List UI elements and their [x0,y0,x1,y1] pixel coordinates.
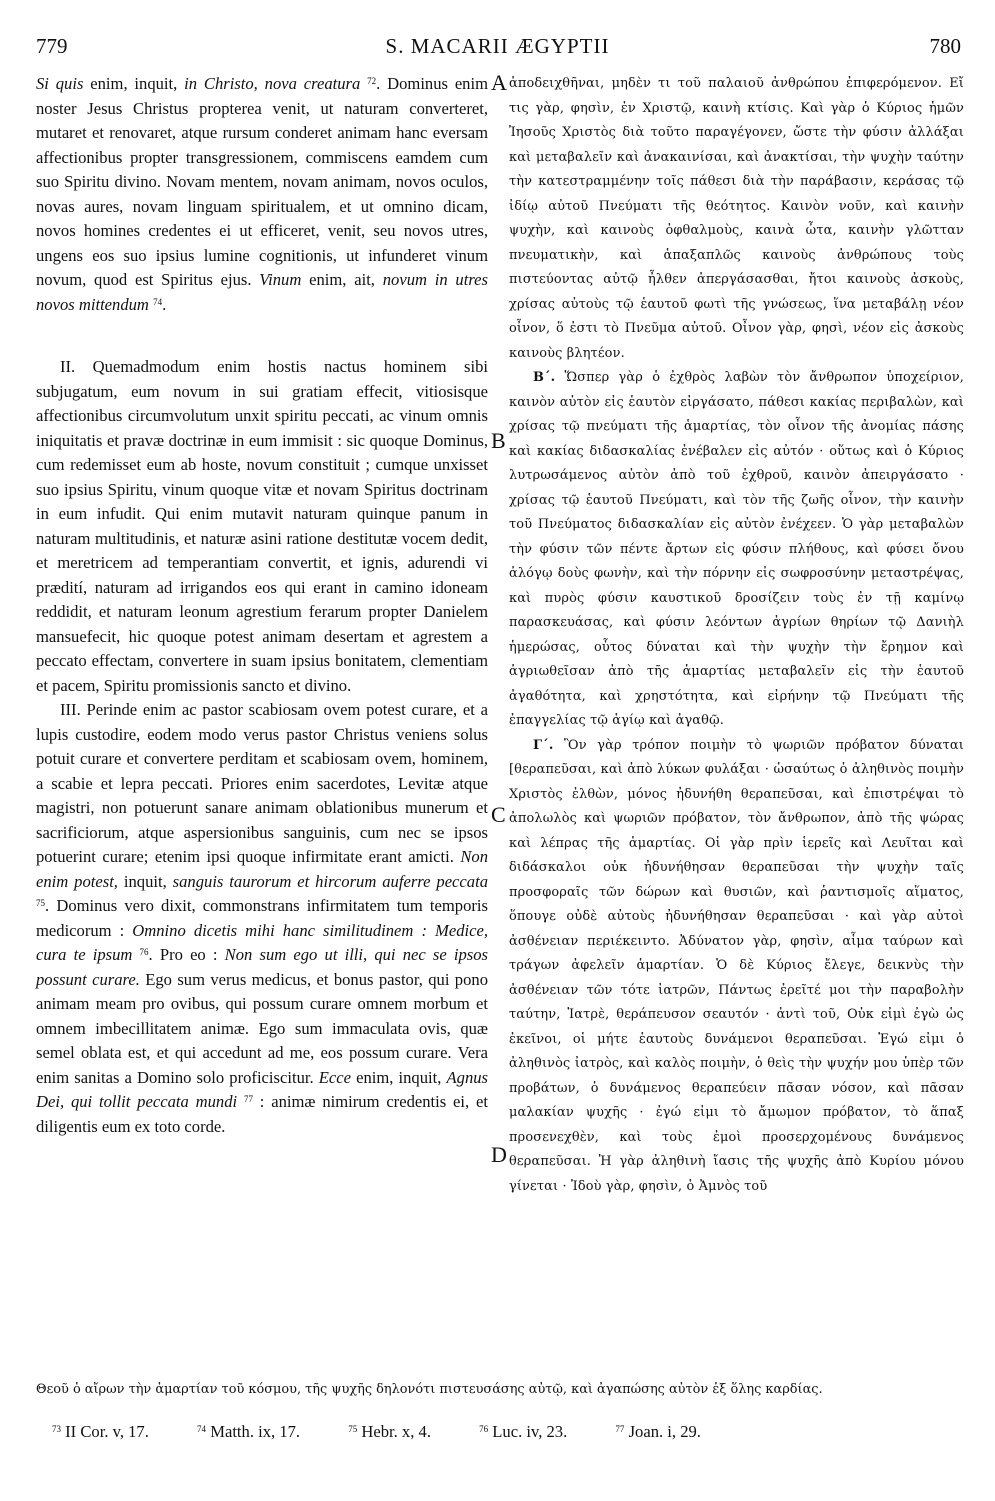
footnote: $^{73}$ II Cor. v, 17. [52,1422,149,1441]
greek-paragraph-2: Β΄. Ὥσπερ γὰρ ὁ ἐχθρὸς λαβὼν τὸν ἄνθρωπον ὑποχείριον, καινὸν αὐτὸν εἰς ἑαυτὸν εἰργάσατο, πάθεσι κακίας περιβαλὼν, καὶ χρίσας τῷ πνεύματι τῆς ἁμαρτίας, τὸν οἶνον τῆς ἀνομίας πάσης καὶ κακίας διδασκαλίας ἐνέβαλεν εἰς αὐτόν · οὕτως καὶ ὁ Κύριος λυτρωσάμενος αὐτὸν ἀπὸ τοῦ ἐχθροῦ, καινὸν ἀπειργάσατο · χρίσας τῷ ἑαυτοῦ Πνεύματι, καὶ τὸν τῆς ζωῆς οἶνον, τὴν καινὴν τοῦ Πνεύματος διδασκαλίαν εἰς αὐτὸν ἐνέχεεν. Ὁ γὰρ μεταβαλὼν τὴν φύσιν τῶν πέντε ἄρτων εἰς φύσιν πλήθους, καὶ φύσει ὄνου ἀλόγῳ δοὺς φωνὴν, καὶ τὴν πόρνην εἰς σωφροσύνην μεταστρέψας, καὶ πυρὸς φύσιν καυστικοῦ δροσίζειν τοὺς ἐν τῇ καμίνῳ παρασκευάσας, καὶ φύσιν λεόντων ἀγρίων θηρίων τῷ Δανιὴλ ἡμερώσας, οὗτος δύναται καὶ τὴν ψυχὴν τὴν ἔρημον καὶ ἀγριωθεῖσαν ἀπὸ τῆς ἁμαρτίας μεταβαλεῖν εἰς τὴν ἑαυτοῦ ἀγαθότητα, καὶ χρηστότητα, καὶ εἰρήνην τῷ Πνεύματι τῆς ἐπαγγελίας τῷ ἁγίῳ καὶ ἀγαθῷ. [509,370,964,728]
running-header [0,34,995,64]
greek-continuation: Θεοῦ ὁ αἴρων τὴν ἁμαρτίαν τοῦ κόσμου, τῆς ψυχῆς δηλονότι πιστευσάσης αὐτῷ, καὶ ἀγαπώσης αὐτὸν ἐξ ὅλης καρδίας. [36,1382,823,1397]
latin-paragraph-3: III. Perinde enim ac pastor scabiosam ovem potest curare, et a lupis custodire, eodem modo verus pastor Christus veniens solus potuit curare et convertere perditam et scabiosam ovem, hominem, a scabie et lepra peccati. Priores enim sacerdotes, Levitæ atque magistri, non potuerunt sanare animam oblationibus munerum et sacrificiorum, atque aspersionibus sanguinis, cum nec se ipsos potuerint curare; etenim ipsi quoque infirmitate erant amicti. Non enim potest, inquit, sanguis taurorum et hircorum auferre peccata $^{75}$. Dominus vero dixit, commonstrans infirmitatem tum temporis medicorum : Omnino dicetis mihi hanc similitudinem : Medice, cura te ipsum $^{76}$. Pro eo : Non sum ego ut illi, qui nec se ipsos possunt curare. Ego sum verus medicus, et bonus pastor, qui pono animam meam pro ovibus, qui possum curare omnem morbum et omnem imbecillitatem animæ. Ego sum immaculata ovis, quæ semel oblata est, et qui accedunt ad me, eos possum curare. Vera enim sanitas a Domino solo proficiscitur. Ecce enim, inquit, Agnus Dei, qui tollit peccata mundi $^{77}$ : animæ nimirum credentis ei, et diligentis eum ex toto corde. [36,700,488,1136]
greek-paragraph-1: ἀποδειχθῆναι, μηδὲν τι τοῦ παλαιοῦ ἀνθρώπου ἐπιφερόμενον. Εἴ τις γὰρ, φησὶν, ἐν Χριστῷ, καινὴ κτίσις. Καὶ γὰρ ὁ Κύριος ἡμῶν Ἰησοῦς Χριστὸς διὰ τοῦτο παραγέγονεν, ὥστε τὴν φύσιν ἀλλάξαι καὶ μεταβαλεῖν καὶ ἀνακαινίσαι, καὶ ἀνακτίσαι, τὴν ψυχὴν ταύτην τὴν κατεστραμμένην τοῖς πάθεσι διὰ τὴν παράβασιν, κεράσας τῷ ἰδίῳ αὐτοῦ Πνεύματι τῆς θεότητος. Καινὸν νοῦν, καὶ καινὴν ψυχὴν, καὶ καινοὺς ὀφθαλμοὺς, καινὰ ὦτα, καινὴν γλῶτταν πνευματικὴν, καὶ ἁπαξαπλῶς καινοὺς ἀνθρώπους τοὺς πιστεύοντας αὐτῷ ἦλθεν ἀπεργάσασθαι, ἤτοι καινοὺς ἀσκοὺς, χρίσας αὐτοὺς τῷ ἑαυτοῦ φωτὶ τῆς γνώσεως, ἵνα μεταβάλῃ νέον οἶνον, ὅ ἐστι τὸ Πνεῦμα αὐτοῦ. Οἶνον γὰρ, φησὶ, νέον εἰς ἀσκοὺς καινοὺς βλητέον. [509,76,964,361]
latin-paragraph-1: Si quis enim, inquit, in Christo, nova creatura $^{72}$. Dominus enim noster Jesus Christus propterea venit, ut naturam converteret, mutaret et renovaret, atque rursum conderet animam hanc eversam affectionibus propter transgressionem, commiscens eamdem cum suo Spiritu divino. Novam mentem, novam animam, novos oculos, novas aures, novam linguam spiritualem, et ut omnino dicam, novos homines credentes ei ut efficeret, venit, seu novos utres, ungens eos suo ipsius lumine cognitionis, ut infunderet vinum novum, quod est Spiritus ejus. Vinum enim, ait, novum in utres novos mittendum $^{74}$. [36,74,488,314]
margin-marker-a: A [491,70,507,95]
margin-marker-b: B [491,428,506,453]
greek-column [509,72,964,1199]
footnote: $^{75}$ Hebr. x, 4. [348,1422,431,1441]
footnote: $^{77}$ Joan. i, 29. [615,1422,701,1441]
page-number-left: 779 [36,34,68,58]
latin-column [36,72,488,1139]
greek-paragraph-3: Γ΄. Ὃν γὰρ τρόπον ποιμὴν τὸ ψωριῶν πρόβατον δύναται [θεραπεῦσαι, καὶ ἀπὸ λύκων φυλάξαι · ὡσαύτως ὁ ἀληθινὸς ποιμὴν Χριστὸς ἐλθὼν, μόνος ἠδυνήθη θεραπεῦσαι, καὶ ἐπιστρέψαι τὸ ἀπολωλὸς καὶ ψωριῶν πρόβατον, τὸν ἄνθρωπον, ἀπὸ τῆς ψώρας καὶ λέπρας τῆς ἁμαρτίας. Οἱ γὰρ πρὶν ἱερεῖς καὶ Λευῖται καὶ διδάσκαλοι οὐκ ἠδυνήθησαν θεραπεῦσαι τὴν ψυχὴν ταῖς προσφοραῖς τῶν δώρων καὶ θυσιῶν, καὶ ῥαντισμοῖς αἵματος, ὅπουγε οὐδὲ αὐτοὺς ἠδυνήθησαν θεραπεῦσαι · καὶ γὰρ αὐτοὶ ἀσθένειαν περιέκειντο. Ἀδύνατον γὰρ, φησὶν, αἷμα ταύρων καὶ τράγων ἀφελεῖν ἁμαρτίαν. Ὁ δὲ Κύριος ἔλεγε, δεικνὺς τὴν ἀσθένειαν τῶν τότε ἰατρῶν, Πάντως ἐρεῖτέ μοι τὴν παραβολὴν ταύτην, Ἰατρὲ, θεράπευσον σεαυτόν · ἀντὶ τοῦ, Οὐκ εἰμὶ ἐγὼ ὡς ἐκεῖνοι, οἱ μήτε ἑαυτοὺς δυνάμενοι θεραπεῦσαι. Ἐγώ εἰμι ὁ ἀληθινὸς ἰατρὸς, καὶ καλὸς ποιμὴν, ὁ θεὶς τὴν ψυχήν μου ὑπὲρ τῶν προβάτων, ὁ δυνάμενος θεραπεύειν πᾶσαν νόσον, καὶ πᾶσαν μαλακίαν ψυχῆς · ἐγώ εἰμι τὸ ἄμωμον πρόβατον, τὸ ἅπαξ προσενεχθὲν, καὶ τοὺς ἐμοὶ προσερχομένους δυνάμενος θεραπεῦσαι. Ἡ γὰρ ἀληθινὴ ἴασις τῆς ψυχῆς ἀπὸ Κυρίου μόνου γίνεται · Ἰδοὺ γὰρ, φησὶν, ὁ Ἀμνὸς τοῦ [509,737,964,1194]
footnote: $^{74}$ Matth. ix, 17. [197,1422,301,1441]
margin-marker-d: D [491,1142,507,1167]
footnote: $^{76}$ Luc. iv, 23. [479,1422,568,1441]
running-title: S. MACARII ÆGYPTII [385,34,610,58]
page-number-right: 780 [929,34,961,58]
margin-marker-c: C [491,802,506,827]
footnotes [52,1422,745,1442]
latin-paragraph-2: II. Quemadmodum enim hostis nactus hominem sibi subjugatum, eum novum in sui gratiam effecit, vitiosisque affectionibus circumvolutum unxit spiritu peccati, ac vinum omnis iniquitatis et pravæ doctrinæ in eum immisit : sic quoque Dominus, cum redemisset eum ab hoste, novum constituit ; cumque unxisset suo ipsius Spiritu, vinum quoque vitæ et novam Spiritus doctrinam in eum infudit. Qui enim mutavit naturam quinque panum in naturam multitudinis, et naturæ asini ratione destitutæ vocem dedit, et meretricem ad temperantiam convertit, et ignis, adurendi vi prædití, naturam ad irrigandos eos qui erant in camino idoneam reddidit, et naturam leonum agrestium ferarum propter Danielem mansuefecit, hic quoque potest animam desertam et agrestem a peccato effectam, convertere in suam ipsius bonitatem, clementiam et pacem, Spiritu promissionis sancto et divino. [36,357,488,695]
